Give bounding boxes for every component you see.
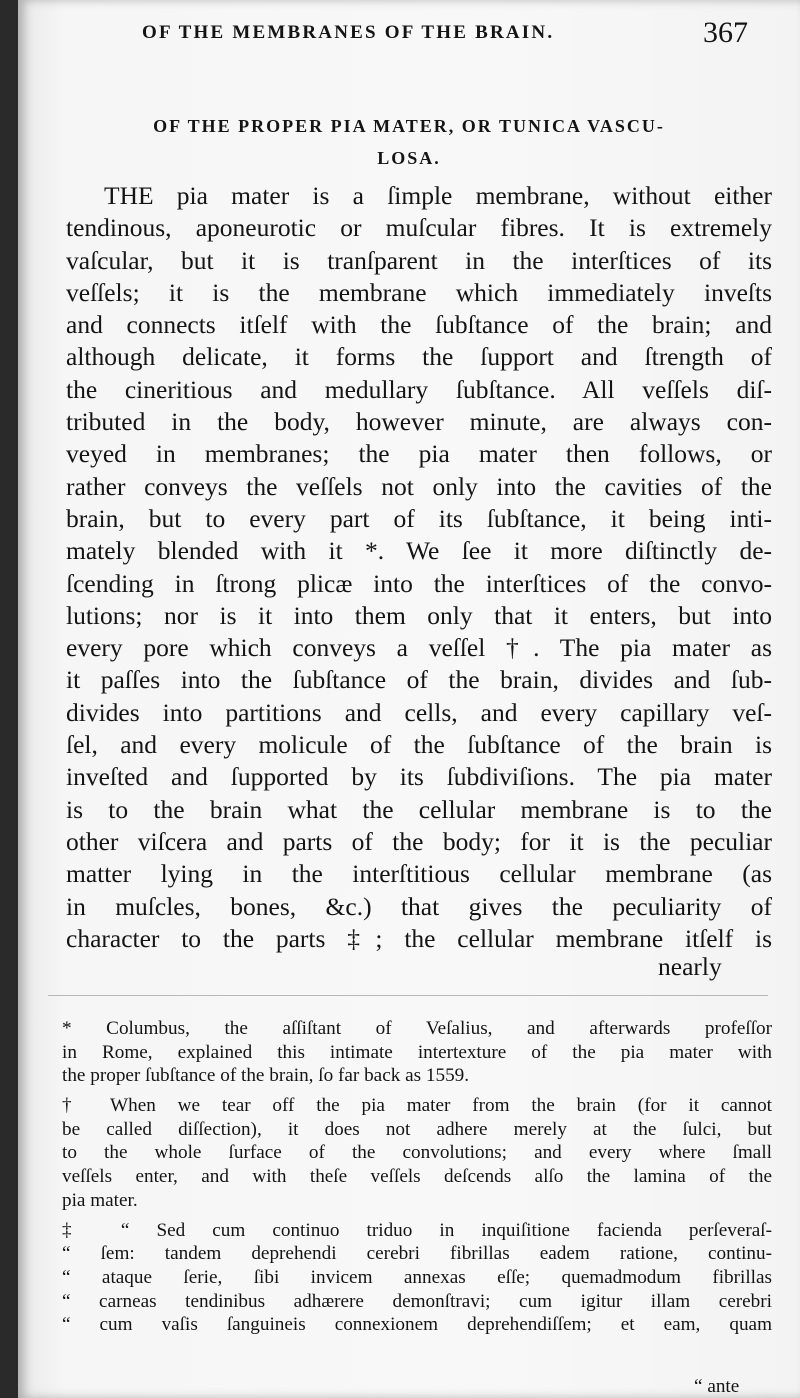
footnote-line: “ ſem: tandem deprehendi cerebri fibrillas eadem ratione, continu- <box>62 1243 772 1265</box>
section-heading-line: OF THE PROPER PIA MATER, OR TUNICA VASCU- <box>153 116 665 136</box>
body-line: divides into partitions and cells, and every capillary veſ- <box>66 697 772 727</box>
body-line: character to the parts ‡; the cellular membrane itſelf is <box>66 923 772 953</box>
body-line: in muſcles, bones, &c.) that gives the peculiarity of <box>66 891 772 921</box>
body-line: vaſcular, but it is tranſparent in the interſtices of its <box>66 245 772 275</box>
footnote-double-dagger <box>62 1219 772 1337</box>
running-title: OF THE MEMBRANES OF THE BRAIN. <box>142 22 555 43</box>
footnote-catchword: “ ante <box>694 1376 740 1397</box>
footnote-line: be called diſſection), it does not adhere merely at the ſulci, but <box>62 1118 772 1140</box>
footnote-line: ‡ “ Sed cum continuo triduo in inquiſitione facienda perſeveraſ- <box>62 1219 772 1241</box>
footnote-line: † When we tear off the pia mater from the brain (for it cannot <box>62 1095 772 1117</box>
section-heading <box>64 110 754 174</box>
body-line: mately blended with it *. We ſee it more diſtinctly de- <box>66 536 772 566</box>
page-number: 367 <box>703 16 748 49</box>
footnote-line: in Rome, explained this intimate intertexture of the pia mater with <box>62 1041 772 1063</box>
footnote-divider <box>48 995 768 996</box>
body-line: matter lying in the interſtitious cellular membrane (as <box>66 859 772 889</box>
body-line: rather conveys the veſſels not only into the cavities of the <box>66 471 772 501</box>
body-line: the cineritious and medullary ſubſtance. All veſſels diſ- <box>66 374 772 404</box>
body-line: is to the brain what the cellular membrane is to the <box>66 794 772 824</box>
body-line: lutions; nor is it into them only that it enters, but into <box>66 600 772 630</box>
footnotes <box>62 1017 772 1337</box>
footnote-dagger <box>62 1094 772 1212</box>
body-line: other viſcera and parts of the body; for it is the peculiar <box>66 826 772 856</box>
body-line: every pore which conveys a veſſel †. The pia mater as <box>66 633 772 663</box>
body-line: brain, but to every part of its ſubſtance, it being inti- <box>66 503 772 533</box>
body-line: THE pia mater is a ſimple membrane, without either <box>104 181 772 210</box>
footnote-line: “ cum vaſis ſanguineis connexionem deprehendiſſem; et eam, quam <box>62 1314 772 1336</box>
body-line: veſſels; it is the membrane which immediately inveſts <box>66 277 772 307</box>
body-line: ſcending in ſtrong plicæ into the interſtices of the convo- <box>66 568 772 598</box>
footnote-line: to the whole ſurface of the convolutions; and every where ſmall <box>62 1142 772 1164</box>
body-line: although delicate, it forms the ſupport and ſtrength of <box>66 342 772 372</box>
body-line: tributed in the body, however minute, are always con- <box>66 407 772 437</box>
body-line: and connects itſelf with the ſubſtance of the brain; and <box>66 310 772 340</box>
footnote-line: “ ataque ſerie, ſibi invicem annexas eſſe; quemadmodum fibrillas <box>62 1266 772 1288</box>
book-page <box>18 0 800 1398</box>
footnote-line: pia mater. <box>62 1189 138 1211</box>
body-paragraph <box>66 180 772 955</box>
footnote-columbus <box>62 1017 772 1088</box>
section-heading-line: LOSA. <box>377 148 441 168</box>
footnote-line: the proper ſubſtance of the brain, ſo far back as 1559. <box>62 1065 470 1087</box>
body-line: ſel, and every molicule of the ſubſtance of the brain is <box>66 730 772 760</box>
footnote-line: veſſels enter, and with theſe veſſels deſcends alſo the lamina of the <box>62 1166 772 1188</box>
body-line: it paſſes into the ſubſtance of the brain, divides and ſub- <box>66 665 772 695</box>
footnote-line: * Columbus, the aſſiſtant of Veſalius, and afterwards profeſſor <box>62 1018 772 1039</box>
body-line: veyed in membranes; the pia mater then follows, or <box>66 439 772 469</box>
catchword: nearly <box>658 952 722 981</box>
body-line: inveſted and ſupported by its ſubdiviſions. The pia mater <box>66 762 772 792</box>
running-head <box>18 18 800 52</box>
body-line: tendinous, aponeurotic or muſcular fibres. It is extremely <box>66 213 772 243</box>
footnote-line: “ carneas tendinibus adhærere demonſtravi; cum igitur illam cerebri <box>62 1290 772 1312</box>
